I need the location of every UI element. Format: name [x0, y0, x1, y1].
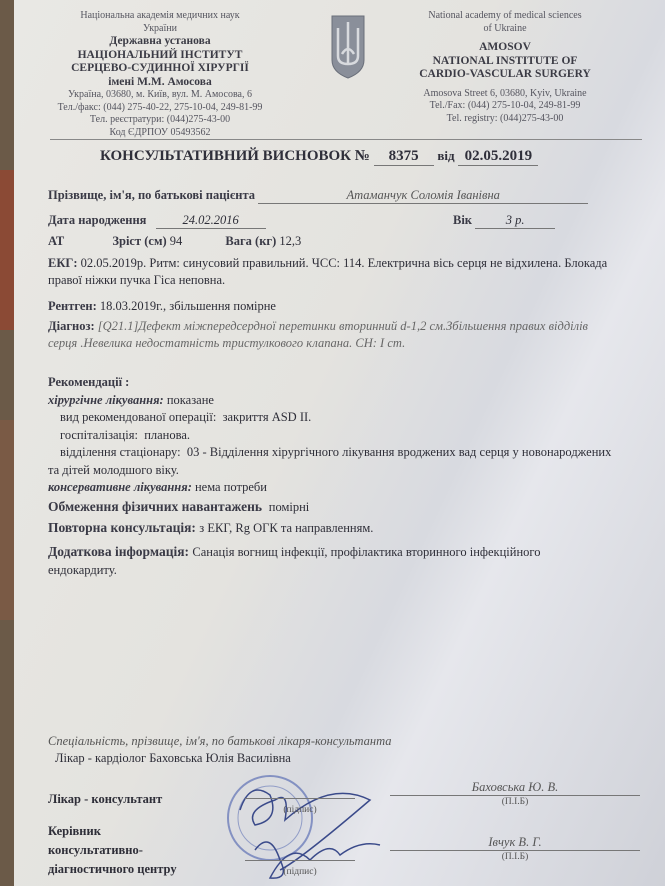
header-english: [405, 10, 605, 125]
signature-caption: (підпис): [283, 805, 317, 815]
header-phone: Tel./Fax: (044) 275-10-04, 249-81-99: [429, 100, 581, 111]
header-address: Україна, 03680, м. Київ, вул. М. Амосова, 6: [67, 89, 252, 100]
header-line: of Ukraine: [483, 22, 527, 34]
height-value: 94: [169, 234, 183, 248]
ecg-label: ЕКГ:: [48, 256, 78, 270]
patient-dob-row: [48, 213, 568, 229]
ukraine-coat-of-arms-icon: [330, 14, 366, 80]
operation-value: закриття ASD II.: [222, 410, 312, 424]
head-role-label: [48, 822, 177, 879]
consultant-role-label: Лікар - консультант: [48, 792, 163, 806]
hospitalization-label: госпіталізація:: [60, 427, 138, 442]
document-title: [100, 148, 538, 166]
document-date: 02.05.2019: [458, 148, 538, 166]
age-label: Вік: [453, 213, 473, 227]
conservative-label: консервативне лікування:: [48, 480, 192, 494]
fio-caption: (П.І.Б): [501, 852, 529, 862]
patient-name-row: [48, 188, 588, 204]
restrictions-section: [48, 498, 618, 516]
additional-value: Санація вогнищ інфекції, профілактика вторинного інфекційного ендокардиту.: [48, 545, 541, 577]
recommendations-label: Рекомендації :: [48, 375, 130, 389]
consultant-fio: Баховська Ю. В.: [390, 780, 640, 796]
head-fio: Івчук В. Г.: [390, 835, 640, 851]
consultant-signature-line: [245, 798, 355, 817]
diagnosis-label: Діагноз:: [48, 319, 95, 333]
head-role-line: консультативно-: [48, 843, 143, 857]
bp-label: АТ: [48, 234, 65, 248]
fio-caption: (П.І.Б): [501, 797, 529, 807]
header-code: Код ЄДРПОУ 05493562: [109, 126, 211, 138]
title-from-label: від: [437, 148, 455, 163]
xray-section: [48, 298, 618, 315]
header-line: України: [143, 22, 177, 34]
recommendations-section: [48, 374, 618, 497]
xray-label: Рентген:: [48, 299, 97, 313]
header-line: NATIONAL INSTITUTE OF: [432, 54, 578, 67]
background-stain: [0, 170, 14, 330]
consultant-name: Лікар - кардіолог Баховська Юлія Василівна: [55, 751, 291, 765]
header-line: Національна академія медичних наук: [80, 10, 240, 21]
additional-info-section: [48, 543, 568, 579]
header-line: імені М.М. Амосова: [108, 75, 212, 88]
dob-label: Дата народження: [48, 213, 147, 227]
additional-label: Додаткова інформація:: [48, 544, 190, 559]
header-line: AMOSOV: [479, 41, 531, 53]
header-address: Amosova Street 6, 03680, Kyiv, Ukraine: [423, 87, 587, 99]
header-phone: Тел./факс: (044) 275-40-22, 275-10-04, 249-81-99: [57, 101, 263, 113]
ecg-text: 02.05.2019р. Ритм: синусовий правильний. ЧСС: 114. Електрична вісь серця не відхилена. Блокада правої ніжки пучка Гіса неповна.: [48, 256, 608, 287]
header-registry: Тел. реєстратури: (044)275-43-00: [89, 114, 231, 125]
patient-name-label: Прізвище, ім'я, по батькові пацієнта: [48, 188, 256, 202]
signature-caption: (підпис): [283, 867, 317, 877]
conservative-value: нема потреби: [194, 480, 267, 494]
hospitalization-value: планова.: [144, 427, 191, 442]
weight-label: Вага (кг): [225, 234, 277, 248]
surgical-label: хірургічне лікування:: [48, 392, 164, 407]
header-line: НАЦІОНАЛЬНИЙ ІНСТИТУТ: [77, 48, 243, 61]
title-label: КОНСУЛЬТАТИВНИЙ ВИСНОВОК №: [100, 148, 370, 164]
background-stain: [0, 420, 14, 620]
operation-label: вид рекомендованої операції:: [60, 410, 217, 424]
weight-value: 12,3: [279, 234, 302, 248]
restrictions-label: Обмеження фізичних навантажень: [48, 499, 263, 514]
document-number: 8375: [374, 148, 434, 166]
header-divider: [50, 139, 642, 140]
header-registry: Tel. registry: (044)275-43-00: [446, 112, 564, 124]
age-value: 3 р.: [475, 213, 555, 229]
header-line: СЕРЦЕВО-СУДИННОЇ ХІРУРГІЇ: [71, 62, 249, 74]
dob-value: 24.02.2016: [156, 213, 266, 229]
patient-name: Атаманчук Соломія Іванівна: [258, 188, 588, 204]
repeat-consultation-section: [48, 519, 618, 537]
diagnosis-text: [Q21.1]Дефект міжпередсердної перетинки вторинний d-1,2 см.Збільшення правих відділів серця .Невелика недостатність тристулкового клапана. СН: I ст.: [48, 319, 588, 350]
xray-text: 18.03.2019г., збільшення помірне: [99, 299, 276, 313]
head-signature-line: [245, 860, 355, 879]
department-value: 03 - Відділення хірургічного лікування вроджених вад серця у новонароджених та дітей молодшого віку.: [48, 445, 612, 477]
ecg-section: [48, 255, 618, 289]
height-label: Зріст (см): [112, 234, 167, 248]
header-line: CARDIO-VASCULAR SURGERY: [419, 68, 591, 80]
consultant-caption: Спеціальність, прізвище, ім'я, по батькові лікаря-консультанта: [48, 734, 392, 748]
patient-vitals-row: [48, 234, 301, 249]
repeat-value: з ЕКГ, Rg ОГК та направленням.: [199, 521, 374, 535]
restrictions-value: помірні: [268, 500, 310, 514]
header-line: Державна установа: [109, 35, 211, 47]
diagnosis-section: [48, 318, 588, 352]
repeat-label: Повторна консультація:: [48, 520, 196, 535]
head-role-line: Керівник: [48, 824, 101, 838]
header-ukrainian: [45, 10, 275, 139]
header-line: National academy of medical sciences: [428, 10, 582, 21]
department-label: відділення стаціонару:: [60, 445, 181, 459]
surgical-value: показане: [166, 392, 214, 407]
head-role-line: діагностичного центру: [48, 862, 177, 876]
